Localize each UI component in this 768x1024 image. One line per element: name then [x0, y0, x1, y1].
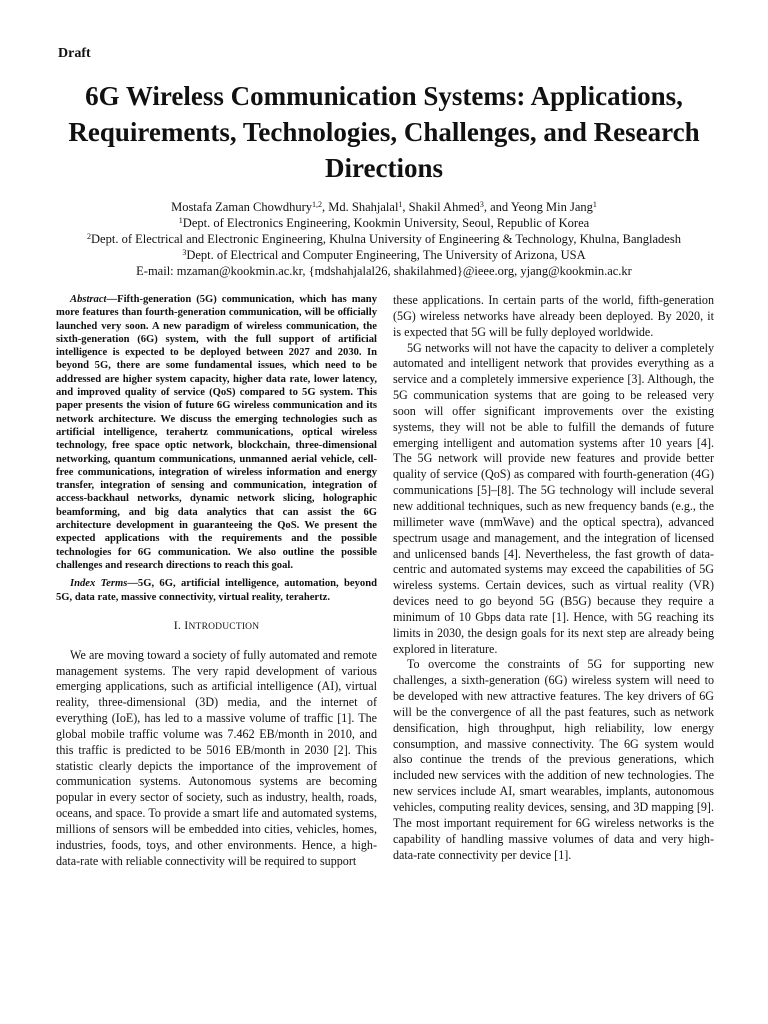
author-name: Yeong Min Jang [510, 200, 593, 214]
draft-label: Draft [58, 46, 91, 61]
email-line: E-mail: mzaman@kookmin.ac.kr, {mdshahjalal26, shakilahmed}@ieee.org, yjang@kookmin.ac.kr [136, 264, 632, 278]
body-paragraph: We are moving toward a society of fully automated and remote management systems. The very rapid development of various emerging applications, such as artificial intelligence (AI), virtual reality, three-dimensional (3D) media, and the internet of everything (IoE), has led to a massive volume of traffic [1]. The global mobile traffic volume was 7.462 EB/month in 2010, and this traffic is predicted to be 5016 EB/month in 2030 [2]. This statistic clearly depicts the importance of the improvement of communication systems. Autonomous systems are becoming popular in every sector of society, such as industry, health, roads, oceans, and space. To provide a smart life and automated systems, millions of sensors will be embedded into cities, vehicles, homes, industries, foods, toys, and other environments. Hence, a high-data-rate with reliable connectivity will be required to support [56, 647, 377, 868]
left-column [56, 293, 377, 869]
paper-title: 6G Wireless Communication Systems: Applications, Requirements, Technologies, Challenges, and Research Directions [68, 81, 700, 183]
right-column [393, 293, 714, 863]
author-block [40, 199, 728, 279]
index-terms-label: Index Terms [70, 578, 128, 590]
author-name: Mostafa Zaman Chowdhury [171, 200, 313, 214]
section-heading-introduction: I. INTRODUCTION [173, 617, 260, 632]
abstract-label: Abstract [70, 294, 107, 305]
index-terms [56, 577, 377, 604]
affiliation-line: $^1$Dept. of Electronics Engineering, Kookmin University, Seoul, Republic of Korea [178, 216, 590, 230]
author-name: Shakil Ahmed [408, 200, 480, 214]
affiliation-line: $^3$Dept. of Electrical and Computer Engineering, The University of Arizona, USA [182, 248, 586, 262]
author-affiliation-mark: 3 [479, 200, 484, 209]
author-affiliation-mark: 1 [398, 200, 403, 209]
body-paragraph: these applications. In certain parts of the world, fifth-generation (5G) wireless networks have already been deployed. By 2020, it is expected that 5G will be fully deployed worldwide. [393, 293, 714, 339]
abstract-text: —Fifth-generation (5G) communication, which has many more features than fourth-generation communication, will be officially launched very soon. A new paradigm of wireless communication, the sixth-generation (6G) system, with the full support of artificial intelligence is expected to be deployed between 2027 and 2030. In beyond 5G, there are some fundamental issues, which need to be addressed are higher system capacity, higher data rate, lower latency, and improved quality of service (QoS) compared to 5G system. This paper presents the vision of future 6G wireless communication and its network architecture. We discuss the emerging technologies such as artificial intelligence, terahertz communications, optical wireless technology, free space optic network, blockchain, three-dimensional networking, quantum communications, unmanned aerial vehicle, cell-free communications, integration of wireless information and energy transfer, integration of sensing and communication, integration of access-backhaul networks, dynamic network slicing, holographic beamforming, and big data analytics that can assist the 6G architecture development in guaranteeing the QoS. We present the expected applications with the requirements and the possible technologies for 6G communication. We also outline the possible challenges and research directions to reach this goal. [56, 294, 377, 571]
body-paragraph: 5G networks will not have the capacity to deliver a completely automated and intelligent network that provides everything as a service and a completely immersive experience [3]. Although, the 5G communication systems that are going to be released very soon will offer significant improvements over the existing systems, they will not be able to fulfill the demands of future emerging intelligent and automation systems after 10 years [4]. The 5G network will provide new features and provide better quality of service (QoS) as compared with fourth-generation (4G) communications [5]–[8]. The 5G technology will include several new additional techniques, such as new frequency bands (e.g., the millimeter wave (mmWave) and the optical spectra), advanced spectrum usage and management, and the integration of licensed and unlicensed bands [4]. Nevertheless, the fast growth of data-centric and automated systems may exceed the capabilities of 5G wireless systems. Certain devices, such as virtual reality (VR) devices need to go beyond 5G (B5G) because they require a minimum of 10 Gbps data rate [1]. Hence, with 5G reaching its limits in 2030, the design goals for its next step are already being explored in literature. [393, 340, 714, 656]
abstract [56, 293, 377, 572]
author-line: Mostafa Zaman Chowdhury$^{1,2}$, Md. Shahjalal$^1$, Shakil Ahmed$^3$, and Yeong Min Jang$^1$ [171, 200, 597, 214]
author-name: Md. Shahjalal [328, 200, 399, 214]
index-terms-text: —5G, 6G, artificial intelligence, automation, beyond 5G, data rate, massive connectivity, virtual reality, terahertz. [56, 578, 377, 603]
author-affiliation-mark: 1 [592, 200, 597, 209]
affiliation-line: $^2$Dept. of Electrical and Electronic Engineering, Khulna University of Engineering & Technology, Khulna, Bangladesh [87, 232, 681, 246]
body-paragraph: To overcome the constraints of 5G for supporting new challenges, a sixth-generation (6G) wireless system will need to be developed with new attractive features. The key drivers of 6G will be the convergence of all the past features, such as network densification, high throughput, high reliability, low energy consumption, and massive connectivity. The 6G system would also continue the trends of the previous generations, which included new services with the addition of new technologies. The new services include AI, smart wearables, implants, autonomous vehicles, computing reality devices, sensing, and 3D mapping [9]. The most important requirement for 6G wireless networks is the capability of handling massive volumes of data and very high-data-rate connectivity per device [1]. [393, 657, 714, 862]
author-affiliation-mark: 1,2 [312, 200, 323, 209]
